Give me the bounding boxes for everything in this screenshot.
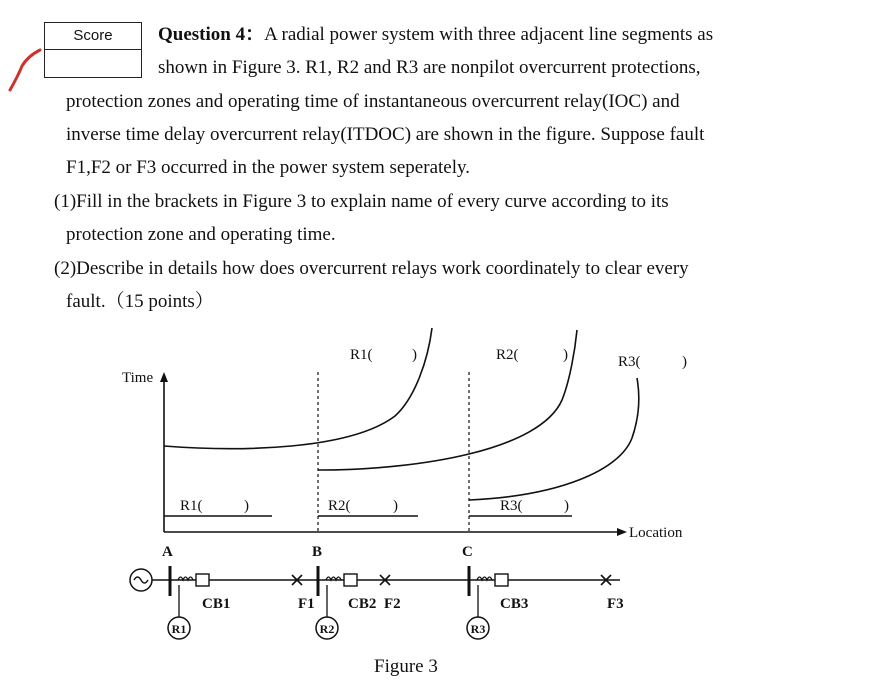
score-label: Score — [45, 23, 141, 50]
question-part-1-cont: protection zone and operating time. — [66, 224, 336, 245]
r1-itdoc-curve — [164, 328, 432, 449]
cb3-label: CB3 — [500, 596, 529, 612]
question-line-3: protection zones and operating time of instantaneous overcurrent relay(IOC) and — [66, 91, 680, 112]
bus-a-label: A — [162, 544, 173, 560]
question-part-2-cont: fault.（15 points） — [66, 291, 214, 312]
f1-label: F1 — [298, 596, 315, 612]
location-axis-arrow-icon — [617, 528, 627, 536]
cb1-icon — [196, 574, 209, 586]
f2-label: F2 — [384, 596, 401, 612]
relay-r3-label: R3 — [470, 622, 486, 636]
r2-curve-close: ) — [563, 347, 568, 363]
time-axis-arrow-icon — [160, 372, 168, 382]
question-line-5: F1,F2 or F3 occurred in the power system seperately. — [66, 157, 471, 178]
r3-curve-close: ) — [682, 354, 687, 370]
cb2-label: CB2 — [348, 596, 377, 612]
sine-wave-icon — [134, 577, 148, 583]
time-axis-label: Time — [122, 370, 154, 386]
red-check-mark — [10, 50, 40, 90]
figure-caption: Figure 3 — [374, 656, 438, 677]
r1-curve-label: R1( — [350, 347, 373, 363]
r1-curve-close: ) — [412, 347, 417, 363]
question-title: Question 4： — [158, 24, 265, 45]
r2-ioc-label: R2( — [328, 498, 351, 514]
question-line-4: inverse time delay overcurrent relay(ITDOC) are shown in the figure. Suppose fault — [66, 124, 705, 145]
relay-r2-label: R2 — [319, 622, 335, 636]
question-line-2: shown in Figure 3. R1, R2 and R3 are nonpilot overcurrent protections, — [158, 57, 701, 78]
r3-curve-label: R3( — [618, 354, 641, 370]
r3-ioc-close: ) — [564, 498, 569, 514]
r1-ioc-close: ) — [244, 498, 249, 514]
cb1-label: CB1 — [202, 596, 231, 612]
cb3-icon — [495, 574, 508, 586]
relay-r1-label: R1 — [171, 622, 187, 636]
cb2-icon — [344, 574, 357, 586]
bus-b-label: B — [312, 544, 323, 560]
f3-label: F3 — [607, 596, 624, 612]
question-part-1: (1)Fill in the brackets in Figure 3 to explain name of every curve according to its — [54, 191, 669, 212]
bus-c-label: C — [462, 544, 473, 560]
r1-ioc-label: R1( — [180, 498, 203, 514]
question-part-2: (2)Describe in details how does overcurrent relays work coordinately to clear every — [54, 258, 689, 279]
r2-curve-label: R2( — [496, 347, 519, 363]
r2-ioc-close: ) — [393, 498, 398, 514]
r3-itdoc-curve — [469, 378, 639, 500]
question-text-0: A radial power system with three adjacent line segments as — [264, 24, 714, 45]
r3-ioc-label: R3( — [500, 498, 523, 514]
location-axis-label: Location — [629, 525, 683, 541]
